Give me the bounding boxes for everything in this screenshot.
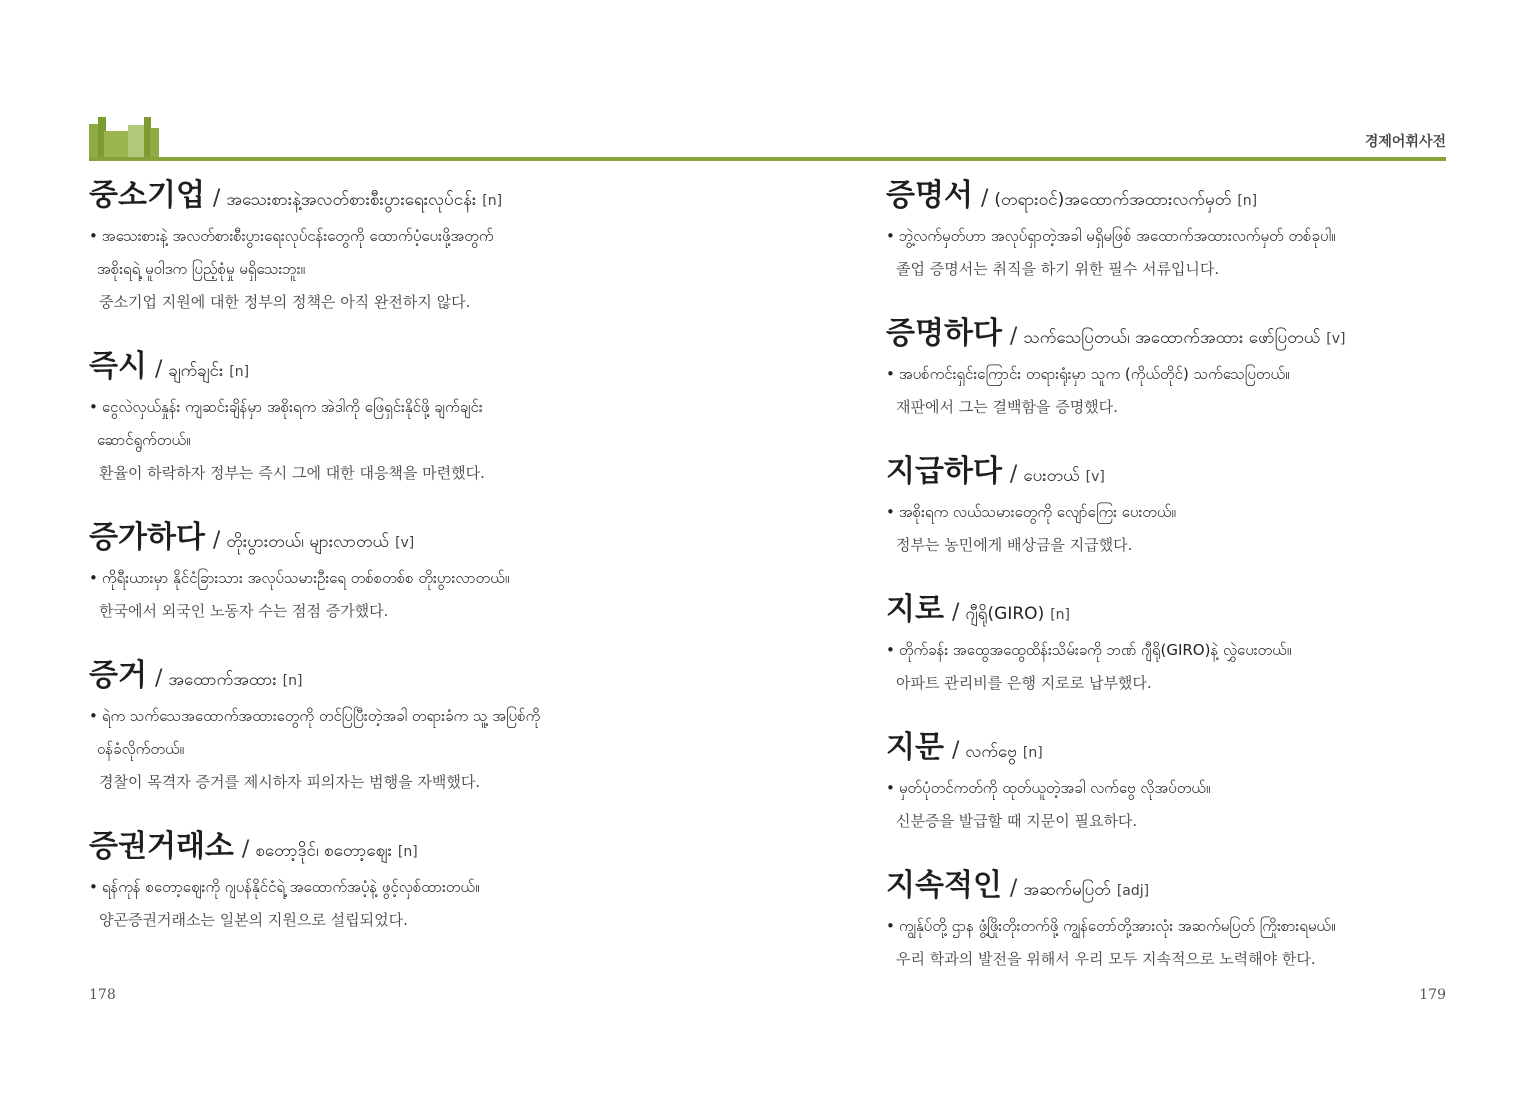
- example-myanmar: • အစိုးရက လယ်သမားတွေကို လျော်ကြေး ပေးတယ်။: [886, 503, 1176, 521]
- example-myanmar-continued: ဝန်ခံလိုက်တယ်။: [97, 740, 185, 758]
- example-korean: 정부는 농민에게 배상금을 지급했다.: [896, 536, 1133, 554]
- example-myanmar: • မှတ်ပုံတင်ကတ်ကို ထုတ်ယူတဲ့အခါ လက်ဗွေ လိုအပ်တယ်။: [886, 779, 1211, 797]
- entry-gloss: ဂျီရို(GIRO): [965, 604, 1045, 624]
- entry-gloss: ပေးတယ်: [1023, 466, 1080, 486]
- entry-term: 증거: [89, 658, 147, 693]
- bullet-icon: •: [89, 398, 98, 416]
- entry-heading: [886, 310, 1506, 358]
- entry-heading: [886, 862, 1506, 910]
- bullet-icon: •: [89, 707, 98, 725]
- part-of-speech: [n]: [482, 193, 503, 209]
- part-of-speech: [n]: [282, 673, 303, 689]
- slash-separator: /: [1009, 324, 1018, 349]
- entry-heading: [89, 343, 709, 391]
- example-korean: 한국에서 외국인 노동자 수는 점점 증가했다.: [99, 602, 389, 620]
- part-of-speech: [v]: [1326, 331, 1346, 347]
- dictionary-entry: [886, 586, 1506, 700]
- entry-gloss: တိုးပွားတယ်၊ များလာတယ်: [226, 532, 390, 552]
- slash-separator: /: [212, 528, 221, 553]
- example-myanmar: • ကိုရီးယားမှာ နိုင်ငံခြားသား အလုပ်သမားဦးရေ တစ်စတစ်စ တိုးပွားလာတယ်။: [89, 569, 510, 587]
- part-of-speech: [adj]: [1116, 883, 1150, 899]
- part-of-speech: [n]: [229, 364, 250, 380]
- dictionary-entry: [89, 652, 709, 799]
- bullet-icon: •: [89, 569, 98, 587]
- entry-term: 즉시: [89, 349, 147, 384]
- example-myanmar: • ဘွဲ့လက်မှတ်ဟာ အလုပ်ရှာတဲ့အခါ မရှိမဖြစ် အထောက်အထားလက်မှတ် တစ်ခုပါ။: [886, 227, 1336, 245]
- entry-gloss: သက်သေပြတယ်၊ အထောက်အထား ဖော်ပြတယ်: [1023, 328, 1321, 348]
- bullet-icon: •: [886, 227, 895, 245]
- entry-gloss: အသေးစားနဲ့အလတ်စားစီးပွားရေးလုပ်ငန်း: [226, 190, 477, 210]
- example-myanmar-continued: အစိုးရရဲ့ မူဝါဒက ပြည့်စုံမှု မရှိသေးဘူး။: [97, 260, 306, 278]
- entry-term: 지급하다: [886, 454, 1002, 489]
- entry-heading: [89, 823, 709, 871]
- entry-term: 증가하다: [89, 520, 205, 555]
- example-myanmar: • ငွေလဲလှယ်နှုန်း ကျဆင်းချိန်မှာ အစိုးရက အဲဒါကို ဖြေရှင်းနိုင်ဖို့ ချက်ချင်း: [89, 398, 483, 416]
- bullet-icon: •: [89, 878, 98, 896]
- bullet-icon: •: [886, 779, 895, 797]
- header-decoration-block-3: [104, 131, 129, 158]
- slash-separator: /: [154, 357, 163, 382]
- bullet-icon: •: [886, 365, 895, 383]
- dictionary-entry: [89, 823, 709, 937]
- part-of-speech: [n]: [397, 844, 418, 860]
- bullet-icon: •: [886, 641, 895, 659]
- entry-gloss: စတော့ဒိုင်၊ စတော့ဈေး: [255, 841, 392, 861]
- example-myanmar: • တိုက်ခန်း အထွေအထွေထိန်းသိမ်းခကို ဘဏ် ဂျီရို(GIRO)နဲ့ လွှဲပေးတယ်။: [886, 641, 1292, 659]
- entry-gloss: အဆက်မပြတ်: [1023, 880, 1111, 900]
- entry-term: 증명하다: [886, 316, 1002, 351]
- slash-separator: /: [951, 600, 960, 625]
- entry-term: 지문: [886, 730, 944, 765]
- bullet-icon: •: [886, 503, 895, 521]
- dictionary-entry: [886, 862, 1506, 976]
- entry-heading: [886, 448, 1506, 496]
- entry-heading: [886, 586, 1506, 634]
- slash-separator: /: [241, 837, 250, 862]
- example-myanmar: • ရန်ကုန် စတော့ဈေးကို ဂျပန်နိုင်ငံရဲ့ အထောက်အပံ့နဲ့ ဖွင့်လှစ်ထားတယ်။: [89, 878, 480, 896]
- left-page-number: 178: [89, 987, 116, 1003]
- example-korean: 환율이 하락하자 정부는 즉시 그에 대한 대응책을 마련했다.: [99, 464, 485, 482]
- header-decoration-block-6: [150, 128, 159, 158]
- right-column: [886, 172, 1506, 1000]
- running-header-title: 경제어휘사전: [1364, 134, 1446, 150]
- entry-heading: [89, 514, 709, 562]
- slash-separator: /: [1009, 876, 1018, 901]
- slash-separator: /: [980, 186, 989, 211]
- example-korean: 아파트 관리비를 은행 지로로 납부했다.: [896, 674, 1152, 692]
- entry-term: 지속적인: [886, 868, 1002, 903]
- dictionary-entry: [886, 724, 1506, 838]
- example-korean: 우리 학과의 발전을 위해서 우리 모두 지속적으로 노력해야 한다.: [896, 950, 1316, 968]
- entry-term: 증권거래소: [89, 829, 234, 864]
- entry-term: 중소기업: [89, 178, 205, 213]
- dictionary-entry: [89, 514, 709, 628]
- entry-heading: [89, 652, 709, 700]
- example-korean: 재판에서 그는 결백함을 증명했다.: [896, 398, 1118, 416]
- example-korean: 중소기업 지원에 대한 정부의 정책은 아직 완전하지 않다.: [99, 293, 471, 311]
- part-of-speech: [v]: [1085, 469, 1105, 485]
- example-myanmar: • အသေးစားနဲ့ အလတ်စားစီးပွားရေးလုပ်ငန်းတွေကို ထောက်ပံ့ပေးဖို့အတွက်: [89, 227, 494, 245]
- entry-heading: [89, 172, 709, 220]
- dictionary-entry: [886, 448, 1506, 562]
- dictionary-entry: [89, 172, 709, 319]
- entry-gloss: အထောက်အထား: [168, 670, 277, 690]
- slash-separator: /: [951, 738, 960, 763]
- bullet-icon: •: [89, 227, 98, 245]
- header-rule: [89, 157, 1446, 161]
- dictionary-entry: [89, 343, 709, 490]
- entry-heading: [886, 724, 1506, 772]
- part-of-speech: [n]: [1050, 607, 1070, 623]
- entry-gloss: လက်ဗွေ: [965, 742, 1017, 762]
- slash-separator: /: [212, 186, 221, 211]
- dictionary-entry: [886, 310, 1506, 424]
- slash-separator: /: [1009, 462, 1018, 487]
- entry-term: 지로: [886, 592, 944, 627]
- example-myanmar: • အပစ်ကင်းရှင်းကြောင်း တရားရုံးမှာ သူက (ကိုယ်တိုင်) သက်သေပြတယ်။: [886, 365, 1290, 383]
- entry-gloss: (တရားဝင်)အထောက်အထားလက်မှတ်: [994, 190, 1232, 210]
- part-of-speech: [v]: [395, 535, 415, 551]
- example-myanmar-continued: ဆောင်ရွက်တယ်။: [97, 431, 191, 449]
- part-of-speech: [n]: [1022, 745, 1043, 761]
- bullet-icon: •: [886, 917, 895, 935]
- left-column: [89, 172, 709, 961]
- entry-gloss: ချက်ချင်း: [168, 361, 224, 381]
- example-korean: 신분증을 발급할 때 지문이 필요하다.: [896, 812, 1138, 830]
- example-myanmar: • ကျွန်ုပ်တို့ ဌာန ဖွံ့ဖြိုးတိုးတက်ဖို့ ကျွန်တော်တို့အားလုံး အဆက်မပြတ် ကြိုးစားရမယ်။: [886, 917, 1336, 935]
- example-korean: 양곤증권거래소는 일본의 지원으로 설립되었다.: [99, 911, 408, 929]
- dictionary-entry: [886, 172, 1506, 286]
- entry-heading: [886, 172, 1506, 220]
- example-myanmar: • ရဲက သက်သေအထောက်အထားတွေကို တင်ပြပြီးတဲ့အခါ တရားခံက သူ့ အပြစ်ကို: [89, 707, 541, 725]
- header-decoration-block-4: [128, 125, 144, 158]
- entry-term: 증명서: [886, 178, 973, 213]
- slash-separator: /: [154, 666, 163, 691]
- part-of-speech: [n]: [1237, 193, 1258, 209]
- example-korean: 졸업 증명서는 취직을 하기 위한 필수 서류입니다.: [896, 260, 1220, 278]
- example-korean: 경찰이 목격자 증거를 제시하자 피의자는 범행을 자백했다.: [99, 773, 481, 791]
- right-page-number: 179: [1419, 987, 1446, 1003]
